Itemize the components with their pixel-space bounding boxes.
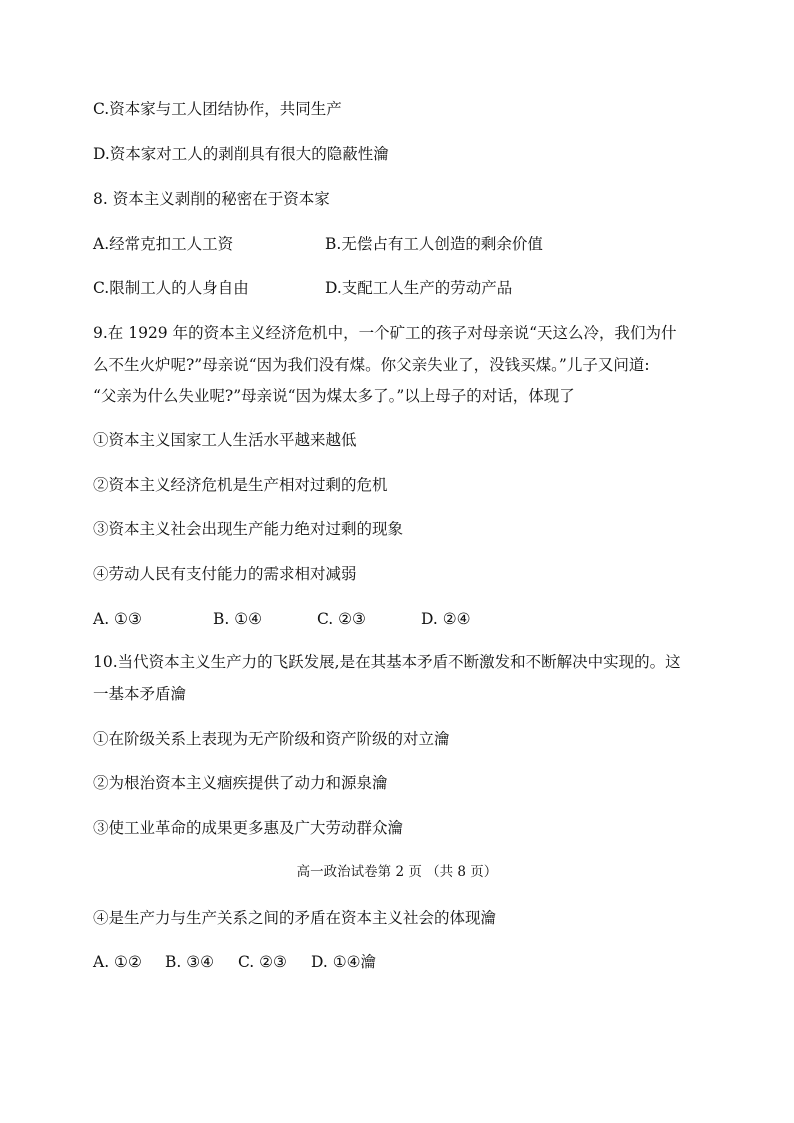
q9-option-d: D. ②④ bbox=[421, 610, 471, 628]
q9-stem-line-1: 9.在 1929 年的资本主义经济危机中，一个矿工的孩子对母亲说“天这么冷，我们为什 bbox=[93, 324, 677, 342]
q8-option-a: A.经常克扣工人工资 bbox=[93, 235, 234, 253]
q8-option-d: D.支配工人生产的劳动产品 bbox=[325, 279, 513, 297]
q10-item-3: ③使工业革命的成果更多惠及广大劳动群众瀹 bbox=[93, 819, 404, 837]
q10-item-2: ②为根治资本主义痼疾提供了动力和源泉瀹 bbox=[93, 774, 388, 792]
q10-item-1: ①在阶级关系上表现为无产阶级和资产阶级的对立瀹 bbox=[93, 730, 450, 748]
q8-stem: 8. 资本主义剥削的秘密在于资本家 bbox=[93, 190, 330, 208]
page-footer: 高一政治试卷第 2 页 （共 8 页） bbox=[296, 864, 498, 880]
q9-stem-line-2: 么不生火炉呢?”母亲说“因为我们没有煤。你父亲失业了，没钱买煤。”儿子又问道: bbox=[93, 356, 650, 374]
q7-option-c: C.资本家与工人团结协作，共同生产 bbox=[93, 100, 342, 118]
q10-option-c: C. ②③ bbox=[238, 953, 287, 971]
q9-option-c: C. ②③ bbox=[317, 610, 366, 628]
q9-stem-line-3: “父亲为什么失业呢?”母亲说“因为煤太多了。”以上母子的对话，体现了 bbox=[93, 387, 575, 405]
q7-option-d: D.资本家对工人的剥削具有很大的隐蔽性瀹 bbox=[93, 145, 389, 163]
q10-stem-line-2: 一基本矛盾瀹 bbox=[93, 685, 187, 703]
q9-item-1: ①资本主义国家工人生活水平越来越低 bbox=[93, 431, 357, 449]
q10-option-b: B. ③④ bbox=[165, 953, 215, 971]
q9-item-2: ②资本主义经济危机是生产相对过剩的危机 bbox=[93, 476, 388, 494]
q8-option-c: C.限制工人的人身自由 bbox=[93, 279, 249, 297]
q9-item-3: ③资本主义社会出现生产能力绝对过剩的现象 bbox=[93, 520, 404, 538]
q8-option-b: B.无偿占有工人创造的剩余价值 bbox=[325, 235, 543, 253]
q10-stem-line-1: 10.当代资本主义生产力的飞跃发展,是在其基本矛盾不断激发和不断解决中实现的。这 bbox=[93, 653, 681, 671]
q9-option-a: A. ①③ bbox=[93, 610, 142, 628]
q10-item-4: ④是生产力与生产关系之间的矛盾在资本主义社会的体现瀹 bbox=[93, 909, 497, 927]
q9-item-4: ④劳动人民有支付能力的需求相对减弱 bbox=[93, 565, 357, 583]
q9-option-b: B. ①④ bbox=[213, 610, 263, 628]
q10-option-a: A. ①② bbox=[93, 953, 142, 971]
q10-option-d: D. ①④瀹 bbox=[311, 953, 377, 971]
